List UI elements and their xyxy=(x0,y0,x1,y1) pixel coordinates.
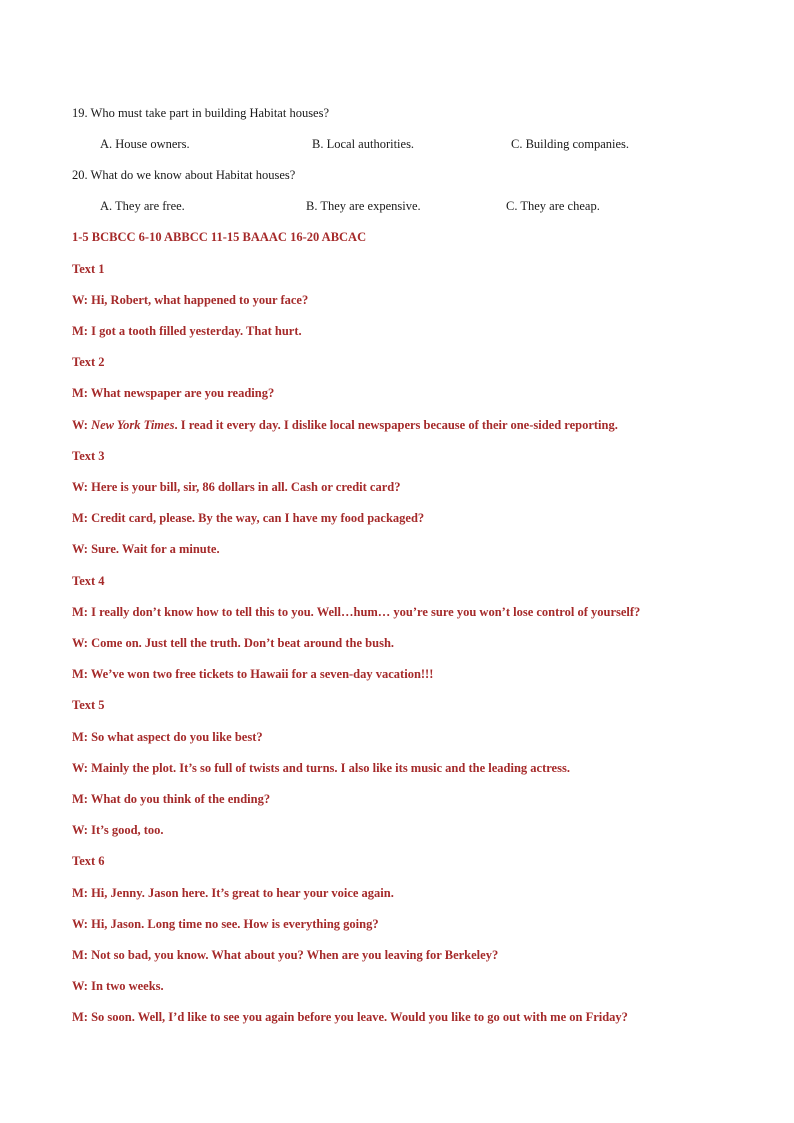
dialogue-line: M: Hi, Jenny. Jason here. It’s great to hear your voice again. xyxy=(72,886,394,900)
question-19-option-c: C. Building companies. xyxy=(511,137,630,151)
dialogue-line: W: Hi, Robert, what happened to your face? xyxy=(72,293,309,307)
text-3-title: Text 3 xyxy=(72,449,105,463)
dialogue-line: W: Hi, Jason. Long time no see. How is everything going? xyxy=(72,917,379,931)
question-20-option-c: C. They are cheap. xyxy=(506,199,600,213)
dialogue-rest: . I read it every day. I dislike local newspapers because of their one-sided reporting. xyxy=(174,418,618,432)
dialogue-line: M: What newspaper are you reading? xyxy=(72,386,275,400)
question-20-option-a: A. They are free. xyxy=(100,199,185,213)
dialogue-line: W: Here is your bill, sir, 86 dollars in all. Cash or credit card? xyxy=(72,480,401,494)
dialogue-line: W: In two weeks. xyxy=(72,979,164,993)
question-20-stem: 20. What do we know about Habitat houses? xyxy=(72,168,296,182)
newspaper-title: New York Times xyxy=(91,418,175,432)
text-1-title: Text 1 xyxy=(72,262,105,276)
answer-key: 1-5 BCBCC 6-10 ABBCC 11-15 BAAAC 16-20 ABCAC xyxy=(72,230,367,244)
dialogue-line: W: Come on. Just tell the truth. Don’t beat around the bush. xyxy=(72,636,395,650)
speaker-prefix: W: xyxy=(72,418,92,432)
dialogue-line: M: So what aspect do you like best? xyxy=(72,730,263,744)
dialogue-line: W: Mainly the plot. It’s so full of twists and turns. I also like its music and the leading actress. xyxy=(72,761,570,775)
question-20-option-b: B. They are expensive. xyxy=(306,199,421,213)
dialogue-line-newspaper xyxy=(72,417,618,433)
dialogue-line: W: It’s good, too. xyxy=(72,823,164,837)
dialogue-line: M: What do you think of the ending? xyxy=(72,792,271,806)
dialogue-line: M: We’ve won two free tickets to Hawaii for a seven-day vacation!!! xyxy=(72,667,434,681)
question-19-option-a: A. House owners. xyxy=(100,137,190,151)
question-19-stem: 19. Who must take part in building Habitat houses? xyxy=(72,106,330,120)
dialogue-line: M: I really don’t know how to tell this to you. Well…hum… you’re sure you won’t lose control of yourself? xyxy=(72,605,641,619)
text-6-title: Text 6 xyxy=(72,854,105,868)
dialogue-line: M: I got a tooth filled yesterday. That hurt. xyxy=(72,324,302,338)
dialogue-line: M: So soon. Well, I’d like to see you again before you leave. Would you like to go out with me on Friday? xyxy=(72,1010,628,1024)
text-5-title: Text 5 xyxy=(72,698,105,712)
dialogue-line: M: Credit card, please. By the way, can I have my food packaged? xyxy=(72,511,425,525)
question-19-option-b: B. Local authorities. xyxy=(312,137,415,151)
dialogue-line: M: Not so bad, you know. What about you? When are you leaving for Berkeley? xyxy=(72,948,499,962)
text-2-title: Text 2 xyxy=(72,355,105,369)
dialogue-line: W: Sure. Wait for a minute. xyxy=(72,542,220,556)
text-4-title: Text 4 xyxy=(72,574,105,588)
